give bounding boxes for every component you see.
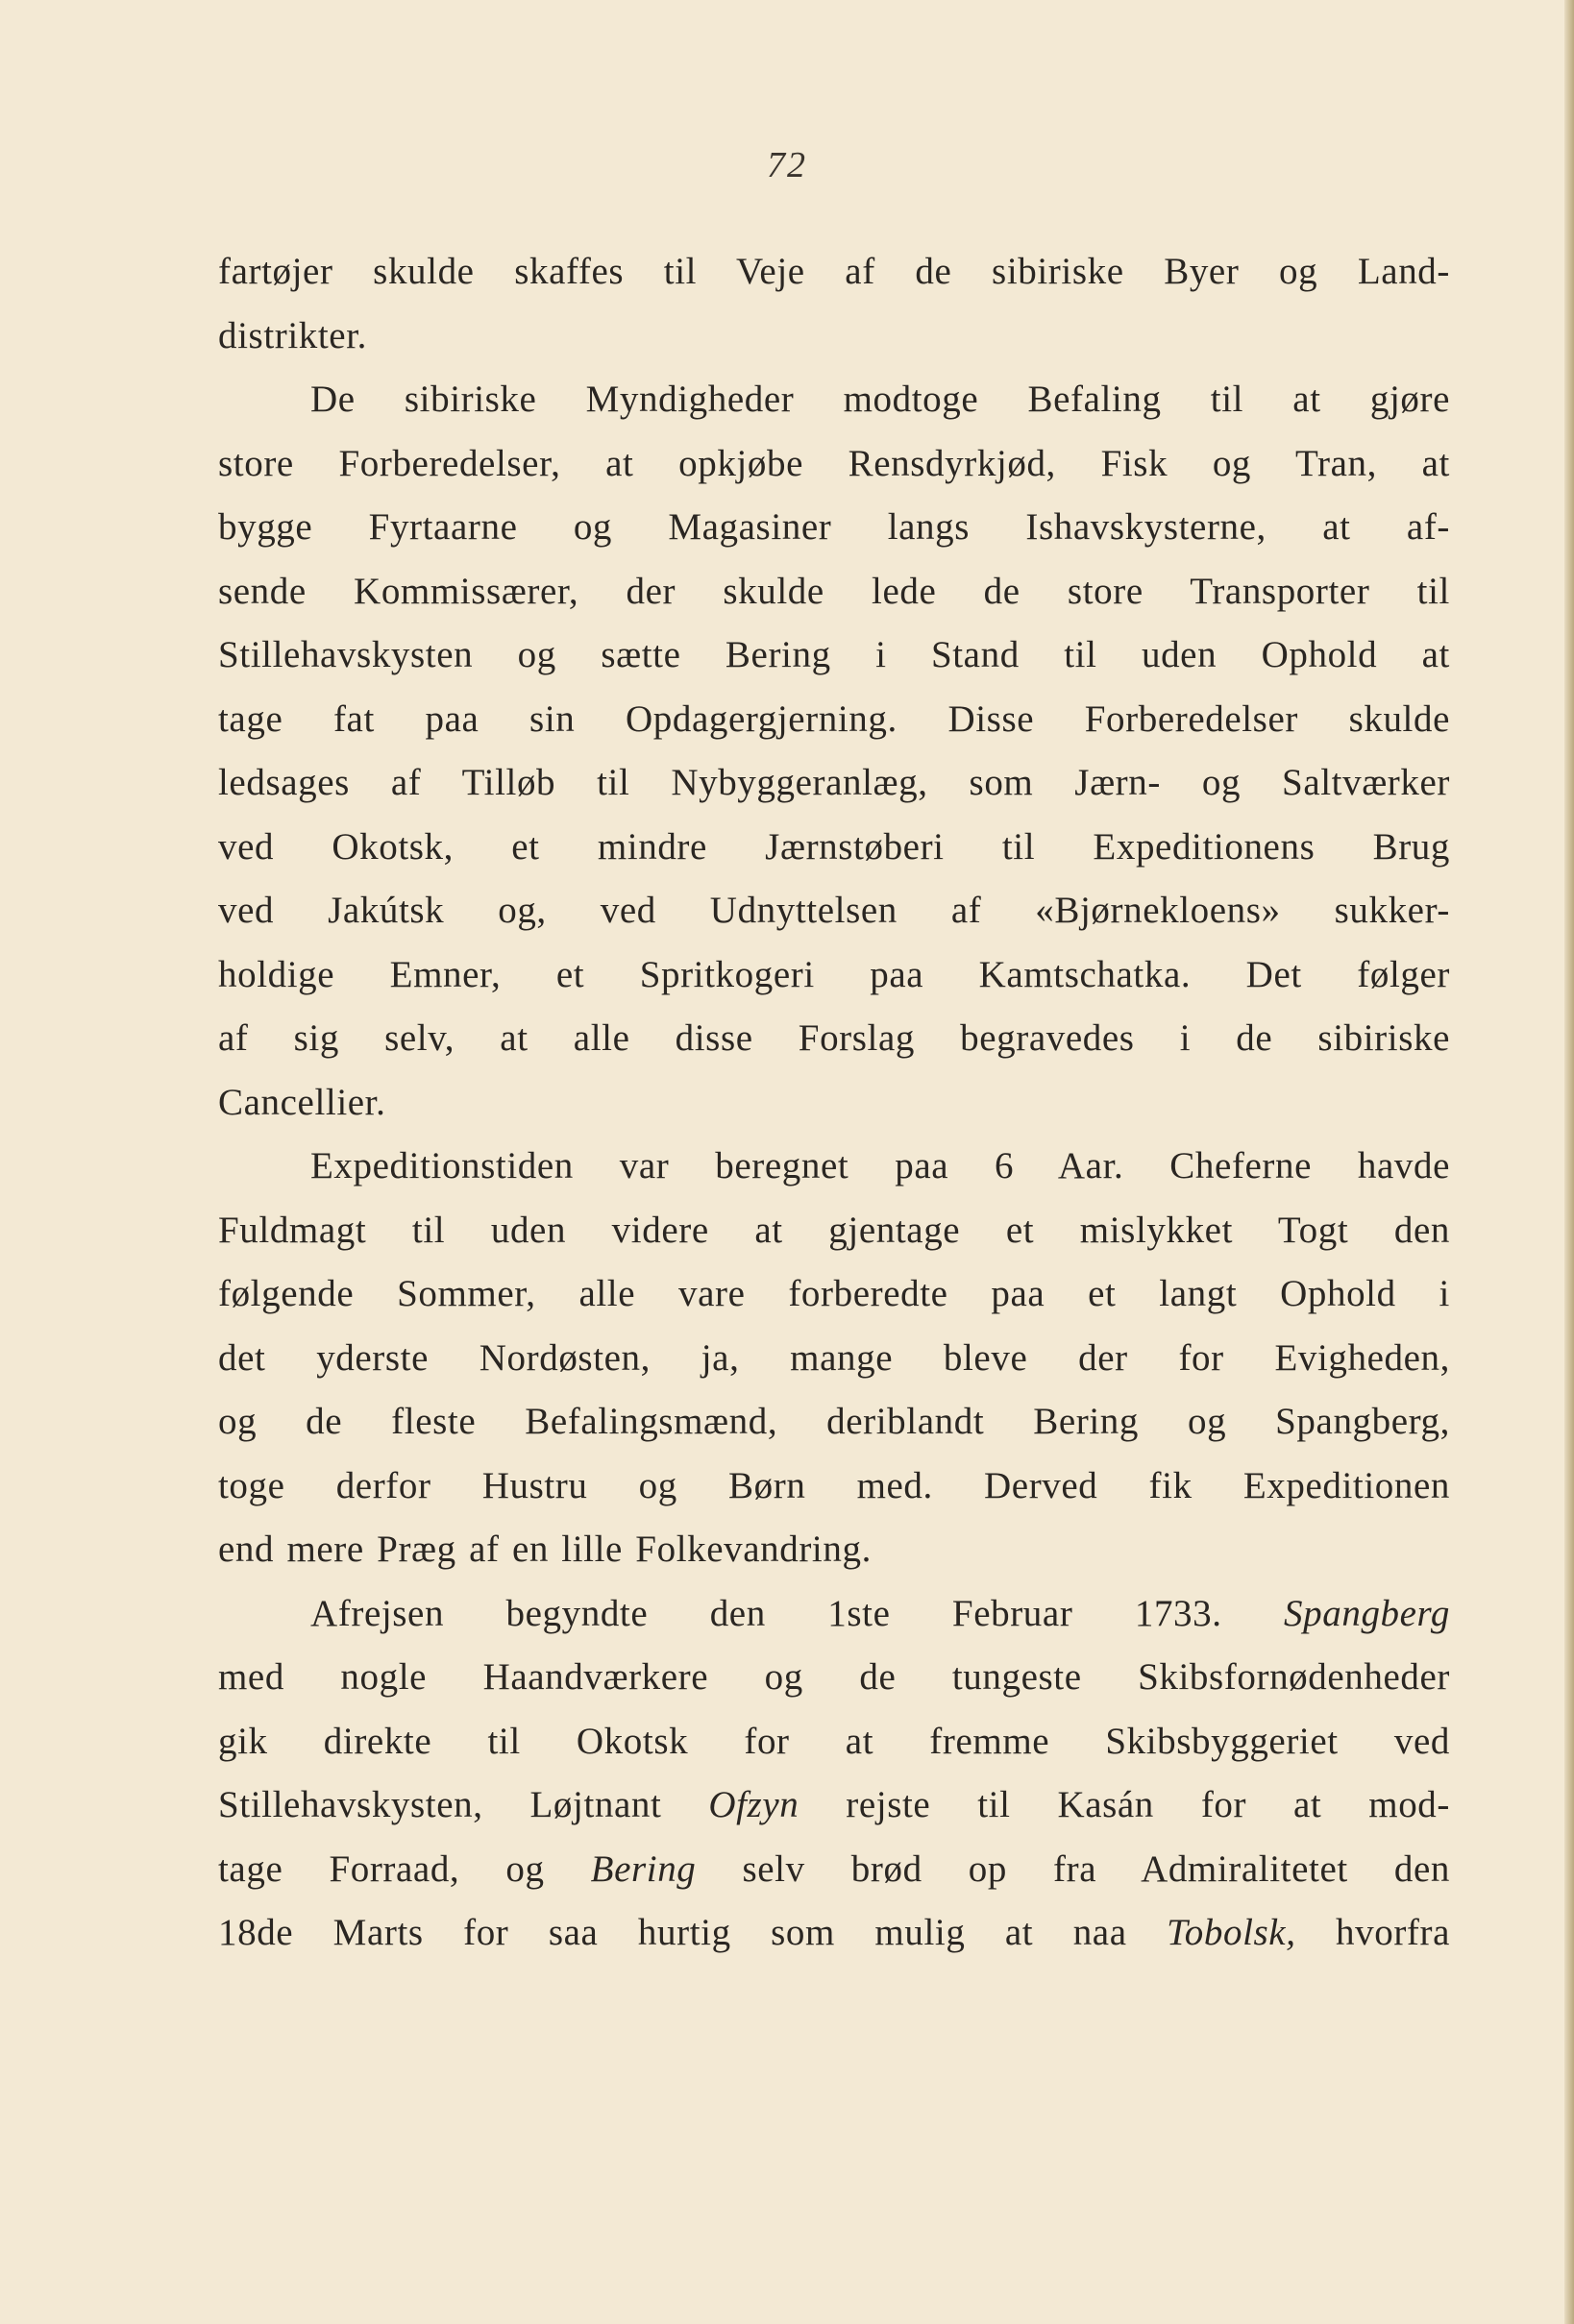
text-segment: Cancellier.: [218, 1081, 386, 1123]
text-segment: Expeditionstiden var beregnet paa 6 Aar. Cheferne havde: [310, 1145, 1450, 1186]
text-segment: det yderste Nordøsten, ja, mange bleve der for Evigheden,: [218, 1336, 1450, 1379]
text-line: [218, 560, 1450, 624]
text-segment: Stillehavskysten, Løjtnant: [218, 1784, 709, 1825]
text-line: [218, 1838, 1450, 1902]
text-segment: fartøjer skulde skaffes til Veje af de sibiriske Byer og Land-: [218, 251, 1450, 292]
text-segment: bygge Fyrtaarne og Magasiner langs Ishavskysterne, at af-: [218, 506, 1450, 548]
text-line: [218, 432, 1450, 497]
text-line: [218, 751, 1450, 816]
text-segment: følgende Sommer, alle vare forberedte paa et langt Ophold i: [218, 1273, 1450, 1314]
italic-name: Bering: [590, 1847, 697, 1890]
text-line: [218, 943, 1450, 1008]
text-segment: ledsages af Tilløb til Nybyggeranlæg, som Jærn- og Saltværker: [218, 762, 1450, 803]
text-segment: ved Jakútsk og, ved Udnyttelsen af «Bjørnekloens» sukker-: [218, 890, 1450, 931]
text-line: [218, 879, 1450, 943]
text-line: [218, 1774, 1450, 1838]
text-line: [218, 1199, 1450, 1263]
text-segment: tage Forraad, og: [218, 1847, 591, 1890]
text-line: [218, 688, 1450, 752]
text-line: [218, 1582, 1450, 1647]
text-segment: rejste til Kasán for at mod-: [799, 1784, 1450, 1825]
italic-name: Ofzyn: [708, 1784, 799, 1825]
text-segment: 18de Marts for saa hurtig som mulig at naa: [218, 1912, 1168, 1953]
text-line: [218, 368, 1450, 432]
text-line: [218, 1390, 1450, 1455]
body-text: [218, 240, 1450, 1966]
italic-name: Tobolsk,: [1167, 1912, 1296, 1953]
page-edge: [1564, 0, 1574, 2324]
text-segment: ved Okotsk, et mindre Jærnstøberi til Expeditionens Brug: [218, 825, 1450, 868]
text-line: [218, 1071, 1450, 1136]
text-segment: store Forberedelser, at opkjøbe Rensdyrkjød, Fisk og Tran, at: [218, 442, 1450, 484]
text-segment: sende Kommissærer, der skulde lede de store Transporter til: [218, 570, 1450, 612]
text-segment: Stillehavskysten og sætte Bering i Stand til uden Ophold at: [218, 634, 1450, 675]
text-segment: hvorfra: [1295, 1912, 1450, 1953]
italic-name: Spangberg: [1284, 1592, 1450, 1634]
text-line: [218, 1455, 1450, 1519]
text-segment: gik direkte til Okotsk for at fremme Skibsbyggeriet ved: [218, 1720, 1450, 1762]
text-line: [218, 1901, 1450, 1966]
text-segment: toge derfor Hustru og Børn med. Derved fik Expeditionen: [218, 1464, 1450, 1506]
text-line: [218, 1262, 1450, 1327]
text-line: [218, 240, 1450, 305]
text-line: [218, 1518, 1450, 1582]
text-line: [218, 816, 1450, 880]
text-segment: distrikter.: [218, 314, 368, 356]
page-number: 72: [767, 145, 807, 185]
text-segment: af sig selv, at alle disse Forslag begravedes i de sibiriske: [218, 1017, 1450, 1059]
text-line: [218, 1646, 1450, 1710]
text-line: [218, 1135, 1450, 1199]
text-segment: holdige Emner, et Spritkogeri paa Kamtschatka. Det følger: [218, 953, 1450, 995]
text-line: [218, 624, 1450, 688]
text-segment: Fuldmagt til uden videre at gjentage et mislykket Togt den: [218, 1209, 1450, 1251]
text-segment: tage fat paa sin Opdagergjerning. Disse Forberedelser skulde: [218, 697, 1450, 740]
text-segment: med nogle Haandværkere og de tungeste Skibsfornødenheder: [218, 1656, 1450, 1698]
text-segment: De sibiriske Myndigheder modtoge Befaling til at gjøre: [310, 379, 1450, 420]
text-line: [218, 1327, 1450, 1391]
text-segment: og de fleste Befalingsmænd, deriblandt Bering og Spangberg,: [218, 1401, 1450, 1442]
text-segment: end mere Præg af en lille Folkevandring.: [218, 1529, 872, 1570]
text-line: [218, 1007, 1450, 1071]
text-line: [218, 1710, 1450, 1774]
text-line: [218, 305, 1450, 369]
text-segment: selv brød op fra Admiralitetet den: [696, 1847, 1450, 1890]
text-segment: Afrejsen begyndte den 1ste Februar 1733.: [310, 1592, 1285, 1634]
text-line: [218, 496, 1450, 560]
